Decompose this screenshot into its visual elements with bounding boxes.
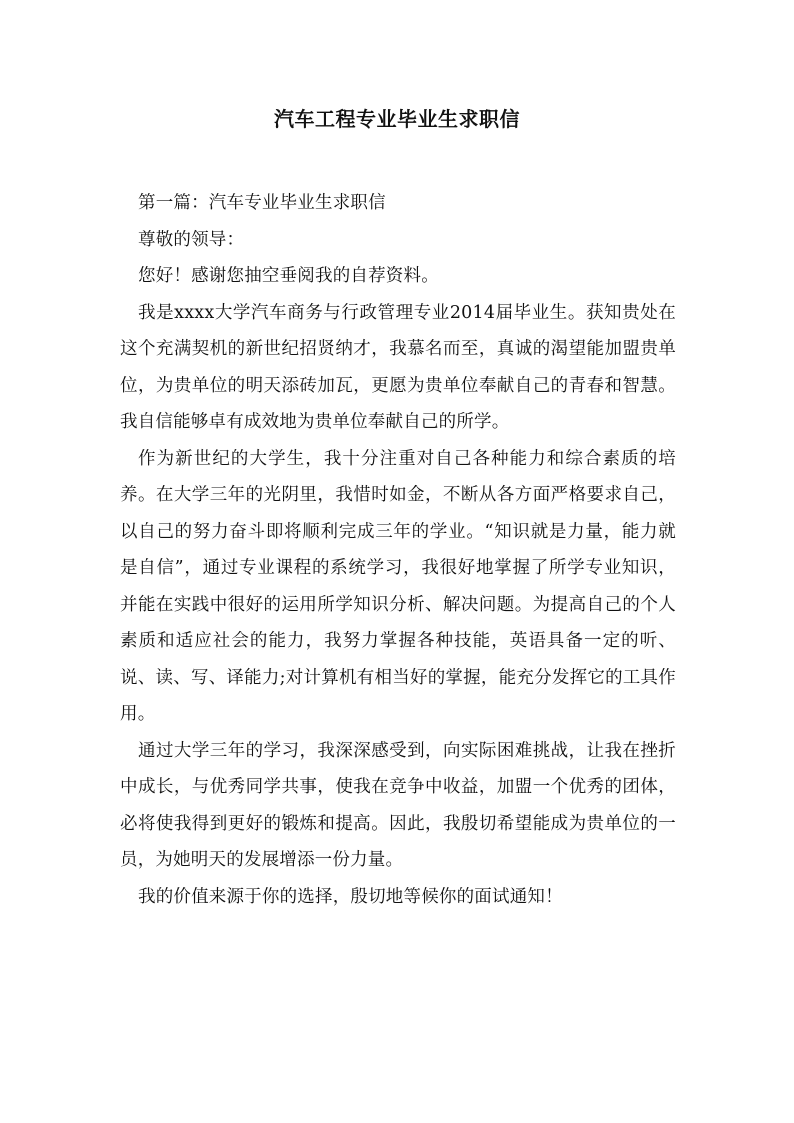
- closing-line: 我的价值来源于你的选择，殷切地等候你的面试通知！: [138, 886, 563, 907]
- paragraph-experience: 通过大学三年的学习，我深深感受到，向实际困难挑战，让我在挫折中成长，与优秀同学共事，使我在竞争中收益，加盟一个优秀的团体，必将使我得到更好的锻炼和提高。因此，我殷切希望能成为贵单位的一员，为她明天的发展增添一份力量。: [120, 740, 676, 870]
- paragraph-introduction: 我是xxxx大学汽车商务与行政管理专业2014届毕业生。获知贵处在这个充满契机的新世纪招贤纳才，我慕名而至，真诚的渴望能加盟贵单位，为贵单位的明天添砖加瓦，更愿为贵单位奉献自己的青春和智慧。我自信能够卓有成效地为贵单位奉献自己的所学。: [120, 302, 676, 432]
- document-body: [120, 185, 676, 915]
- salutation: 尊敬的领导：: [138, 229, 245, 250]
- paragraph-abilities: 作为新世纪的大学生，我十分注重对自己各种能力和综合素质的培养。在大学三年的光阴里，我惜时如金，不断从各方面严格要求自己，以自己的努力奋斗即将顺利完成三年的学业。“知识就是力量，能力就是自信”，通过专业课程的系统学习，我很好地掌握了所学专业知识，并能在实践中很好的运用所学知识分析、解决问题。为提高自己的个人素质和适应社会的能力，我努力掌握各种技能，英语具备一定的听、说、读、写、译能力;对计算机有相当好的掌握，能充分发挥它的工具作用。: [120, 448, 676, 724]
- section-heading: 第一篇：汽车专业毕业生求职信: [138, 193, 386, 213]
- document-title: 汽车工程专业毕业生求职信: [274, 107, 520, 131]
- greeting: 您好！感谢您抽空垂阅我的自荐资料。: [138, 266, 439, 286]
